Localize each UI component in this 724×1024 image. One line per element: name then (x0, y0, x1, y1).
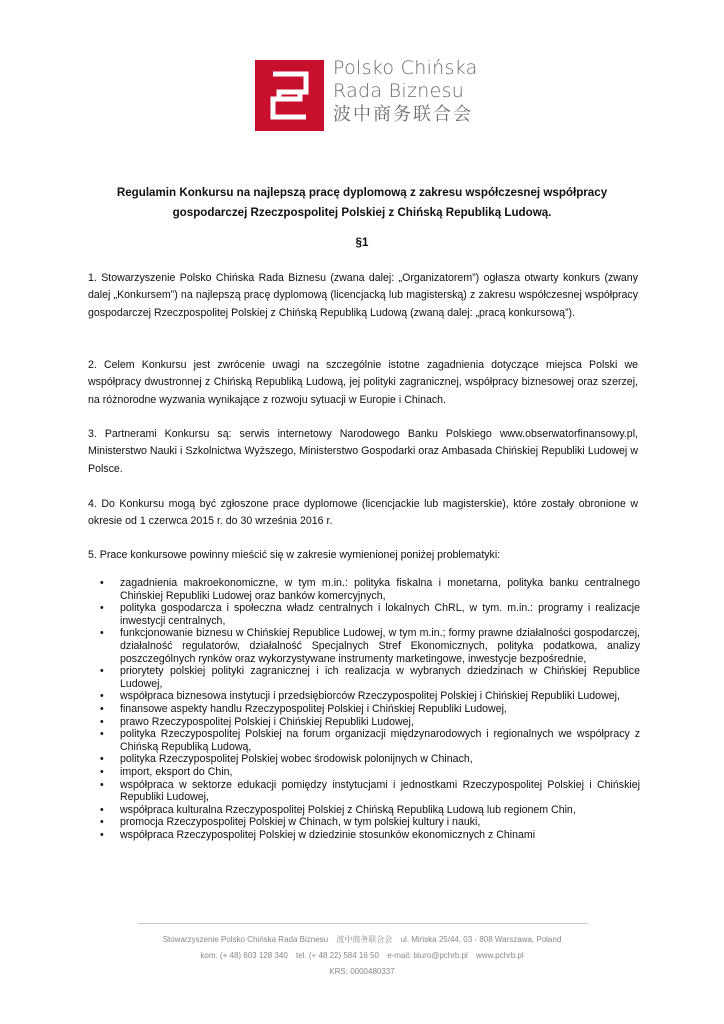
bullet-icon: • (100, 728, 104, 741)
list-item-text: promocja Rzeczypospolitej Polskiej w Chinach, w tym polskiej kultury i nauki, (120, 816, 481, 829)
footer-line-2 (88, 948, 636, 964)
paragraph-2: 2. Celem Konkursu jest zwrócenie uwagi na szczególnie istotne zagadnienia dotyczące miejsca Polski we współpracy dwustronnej z Chińską Republiką Ludową, jej polityki zagranicznej, współpracy biznesowej oraz szerzej, na różnorodne wyzwania wynikające z rozwoju sytuacji w Europie i Chinach. (88, 359, 638, 406)
bullet-icon: • (100, 627, 104, 640)
organization-logo (255, 57, 515, 134)
list-item-text: współpraca w sektorze edukacji pomiędzy instytucjami i jednostkami Rzeczypospolitej Polskiej i Chińskiej Republiki Ludowej, (120, 778, 640, 804)
list-item (100, 766, 640, 779)
bullet-icon: • (100, 702, 104, 715)
list-item (100, 753, 640, 766)
list-item-text: funkcjonowanie biznesu w Chińskiej Republice Ludowej, w tym m.in.; formy prawne działalności gospodarczej, działalność regulatorów, działalność Specjalnych Stref Ekonomicznych, polityka podatkowa, analizy poszczególnych rynków oraz wykorzystywane instrumenty marketingowe, inwestycje bezpośrednie, (120, 627, 640, 665)
list-item-text: prawo Rzeczypospolitej Polskiej i Chińskiej Republiki Ludowej, (120, 715, 414, 728)
bullet-icon: • (100, 715, 104, 728)
footer-address: ul. Mińska 25/44, 03 - 808 Warszawa, Poland (400, 935, 562, 944)
bullet-icon: • (100, 665, 104, 678)
logo-line-2: Rada Biznesu (333, 80, 465, 102)
list-item (100, 690, 640, 703)
list-item-text: współpraca biznesowa instytucji i przedsiębiorców Rzeczypospolitej Polskiej i Chińskiej Republiki Ludowej, (120, 690, 620, 703)
page-footer (88, 932, 636, 980)
list-item (100, 627, 640, 665)
list-item (100, 577, 640, 602)
list-item-text: finansowe aspekty handlu Rzeczypospolitej Polskiej i Chińskiej Republiki Ludowej, (120, 702, 507, 715)
list-item-text: priorytety polskiej polityki zagranicznej i ich realizacja w wybranych dziedzinach w Chińskiej Republice Ludowej, (120, 665, 640, 690)
list-item (100, 728, 640, 753)
footer-email: e-mail: biuro@pchrb.pl (387, 951, 468, 960)
title-line-1: Regulamin Konkursu na najlepszą pracę dyplomową z zakresu współczesnej współpracy (116, 186, 608, 199)
topics-list (100, 577, 640, 841)
bullet-icon: • (100, 753, 104, 766)
list-item (100, 602, 640, 627)
document-title (88, 183, 636, 223)
bullet-icon: • (100, 577, 104, 589)
bullet-icon: • (100, 816, 104, 829)
footer-phone: tel. (+ 48 22) 584 16 50 (296, 951, 379, 960)
logo-mark-icon (255, 60, 324, 131)
bullet-icon: • (100, 778, 104, 791)
bullet-icon: • (100, 828, 104, 841)
logo-line-3: 波中商务联合会 (333, 104, 473, 125)
footer-org-name-cn: 波中商务联合会 (336, 935, 393, 944)
footer-org-name: Stowarzyszenie Polsko Chińska Rada Biznesu (162, 935, 329, 944)
logo-line-1: Polsko Chińska (333, 57, 478, 79)
paragraph-1: 1. Stowarzyszenie Polsko Chińska Rada Biznesu (zwana dalej: „Organizatorem”) ogłasza otwarty konkurs (zwany dalej „Konkursem”) na najlepszą pracę dyplomową (licencjacką lub magisterską) z zakresu współczesnej współpracy gospodarczej Rzeczpospolitej Polskiej z Chińską Republiką Ludową (zwaną dalej: „pracą konkursową”). (88, 272, 638, 319)
footer-mobile: kom. (+ 48) 603 128 340 (200, 951, 288, 960)
list-item-text: polityka gospodarcza i społeczna władz centralnych i lokalnych ChRL, w tym. m.in.: programy i realizacje inwestycji centralnych, (120, 602, 640, 627)
list-item-text: polityka Rzeczypospolitej Polskiej wobec środowisk polonijnych w Chinach, (120, 753, 473, 766)
footer-line-3 (88, 964, 636, 980)
paragraph-4: 4. Do Konkursu mogą być zgłoszone prace dyplomowe (licencjackie lub magisterskie), które zostały obronione w okresie od 1 czerwca 2015 r. do 30 września 2016 r. (88, 498, 638, 528)
list-item (100, 665, 640, 690)
title-line-2: gospodarczej Rzeczpospolitej Polskiej z Chińską Republiką Ludową. (172, 206, 552, 219)
paragraph-3: 3. Partnerami Konkursu są: serwis internetowy Narodowego Banku Polskiego www.obserwatorfinansowy.pl, Ministerstwo Nauki i Szkolnictwa Wyższego, Ministerstwo Gospodarki oraz Ambasada Chińskiej Republiki Ludowej w Polsce. (88, 428, 638, 475)
footer-krs: KRS: 0000480337 (329, 967, 395, 976)
list-item (100, 804, 640, 817)
footer-divider (138, 923, 588, 924)
list-item (100, 829, 640, 842)
bullet-icon: • (100, 690, 104, 703)
list-item (100, 703, 640, 716)
bullet-icon: • (100, 602, 104, 615)
list-item (100, 716, 640, 729)
list-item-text: współpraca kulturalna Rzeczypospolitej Polskiej z Chińską Republiką Ludową lub regionem Chin, (120, 803, 576, 816)
bullet-icon: • (100, 803, 104, 816)
list-item-text: zagadnienia makroekonomiczne, w tym m.in.: polityka fiskalna i monetarna, polityka banku centralnego Chińskiej Republiki Ludowej oraz banków komercyjnych, (120, 577, 640, 602)
list-item-text: polityka Rzeczypospolitej Polskiej na forum organizacji międzynarodowych i regionalnych we współpracy z Chińską Republiką Ludową, (120, 728, 640, 753)
list-item-text: import, eksport do Chin, (120, 765, 233, 778)
logo-wordmark (333, 57, 478, 126)
section-heading: §1 (355, 236, 369, 249)
list-item (100, 816, 640, 829)
footer-website: www.pchrb.pl (476, 951, 524, 960)
bullet-icon: • (100, 765, 104, 778)
footer-line-1 (88, 932, 636, 948)
paragraph-5: 5. Prace konkursowe powinny mieścić się w zakresie wymienionej poniżej problematyki: (88, 549, 501, 561)
list-item-text: współpraca Rzeczypospolitej Polskiej w dziedzinie stosunków ekonomicznych z Chinami (120, 828, 536, 841)
list-item (100, 779, 640, 804)
